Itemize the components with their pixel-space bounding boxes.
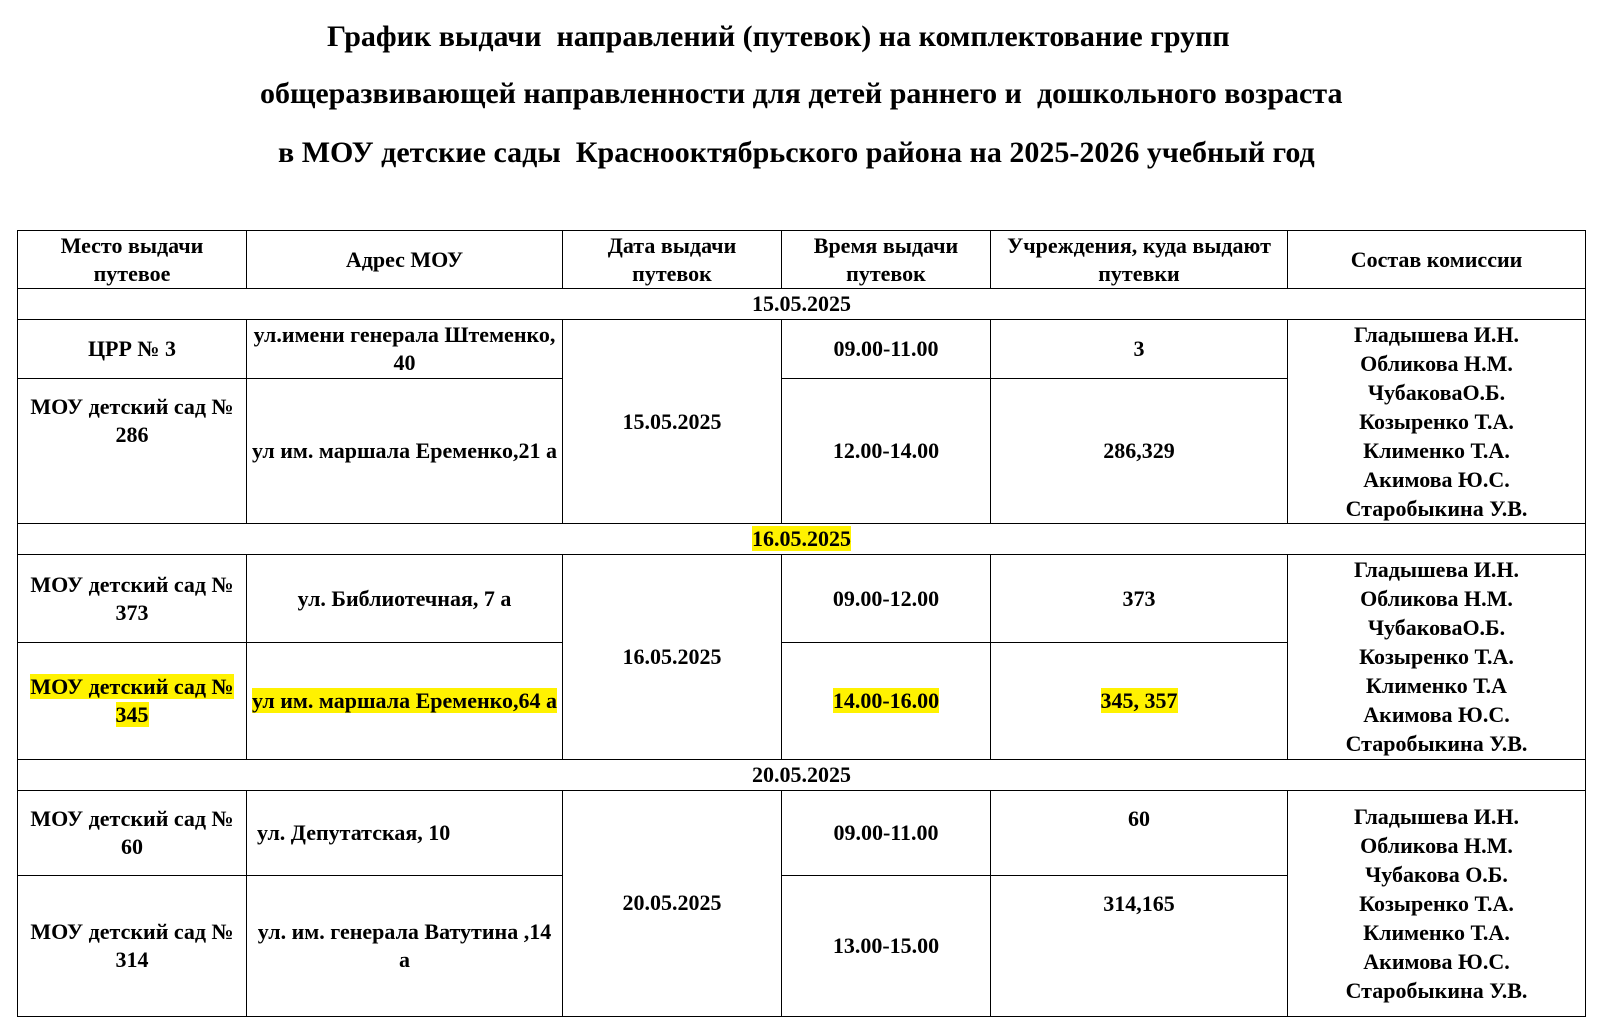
schedule-table [17,230,1586,1017]
commission-member: Гладышева И.Н. [1353,322,1520,348]
date-section-row [18,289,1586,320]
commission-member: Клименко Т.А [1365,673,1508,699]
table-row [18,320,1586,379]
commission-member: Старобыкина У.В. [1345,731,1528,757]
place-cell: ЦРР № 3 [18,320,247,379]
time-highlight: 14.00-16.00 [832,688,940,714]
institutions-cell: 60 [991,790,1288,875]
commission-member: Козыренко Т.А. [1359,644,1514,670]
date-cell: 20.05.2025 [563,790,782,1016]
institutions-cell: 373 [991,555,1288,643]
header-place: Место выдачи путевое [18,231,247,289]
commission-cell [1288,790,1586,1016]
section-date-highlight: 16.05.2025 [752,526,851,552]
commission-member: Козыренко Т.А. [1359,890,1514,916]
address-highlight: ул им. маршала Еременко,64 а [251,688,558,714]
header-date: Дата выдачи путевок [563,231,782,289]
address-cell: ул. им. генерала Ватутина ,14 а [247,875,563,1016]
commission-cell [1288,320,1586,524]
institutions-highlight: 345, 357 [1100,688,1178,714]
time-cell: 09.00-12.00 [782,555,991,643]
place-highlight: МОУ детский сад № 345 [30,674,234,728]
commission-member: Клименко Т.А. [1363,919,1510,945]
commission-member: ЧубаковаО.Б. [1367,380,1506,406]
date-cell: 16.05.2025 [563,555,782,759]
institutions-cell: 314,165 [991,875,1288,1016]
place-cell [18,643,247,759]
section-date [18,524,1586,555]
commission-member: Акимова Ю.С. [1363,948,1510,974]
commission-member: Клименко Т.А. [1363,438,1510,464]
commission-member: Старобыкина У.В. [1345,977,1528,1003]
commission-member: Чубакова О.Б. [1365,861,1508,887]
time-cell: 13.00-15.00 [782,875,991,1016]
place-cell: МОУ детский сад № 314 [18,875,247,1016]
commission-member: Акимова Ю.С. [1363,467,1510,493]
commission-member: Акимова Ю.С. [1363,702,1510,728]
commission-member: ЧубаковаО.Б. [1367,615,1506,641]
date-cell: 15.05.2025 [563,320,782,524]
time-cell [782,643,991,759]
date-section-row [18,524,1586,555]
commission-cell [1288,555,1586,759]
institutions-cell: 3 [991,320,1288,379]
place-cell: МОУ детский сад № 60 [18,790,247,875]
section-date: 15.05.2025 [18,289,1586,320]
address-cell: ул. Депутатская, 10 [247,790,563,875]
commission-member: Гладышева И.Н. [1353,557,1520,583]
section-date: 20.05.2025 [18,759,1586,790]
commission-member: Козыренко Т.А. [1359,409,1514,435]
header-time: Время выдачи путевок [782,231,991,289]
commission-member: Обликова Н.М. [1360,832,1513,858]
header-row [18,231,1586,289]
commission-member: Обликова Н.М. [1360,351,1513,377]
place-cell: МОУ детский сад № 373 [18,555,247,643]
address-cell: ул им. маршала Еременко,21 а [247,379,563,524]
institutions-cell: 286,329 [991,379,1288,524]
time-cell: 09.00-11.00 [782,320,991,379]
commission-member: Гладышева И.Н. [1353,803,1520,829]
place-cell: МОУ детский сад № 286 [18,379,247,524]
commission-member: Обликова Н.М. [1360,586,1513,612]
date-section-row [18,759,1586,790]
address-cell: ул. Библиотечная, 7 а [247,555,563,643]
header-address: Адрес МОУ [247,231,563,289]
commission-member: Старобыкина У.В. [1345,496,1528,522]
header-commission: Состав комиссии [1288,231,1586,289]
institutions-cell [991,643,1288,759]
table-row [18,790,1586,875]
table-row [18,555,1586,643]
header-institutions: Учреждения, куда выдают путевки [991,231,1288,289]
time-cell: 09.00-11.00 [782,790,991,875]
time-cell: 12.00-14.00 [782,379,991,524]
address-cell: ул.имени генерала Штеменко, 40 [247,320,563,379]
address-cell [247,643,563,759]
